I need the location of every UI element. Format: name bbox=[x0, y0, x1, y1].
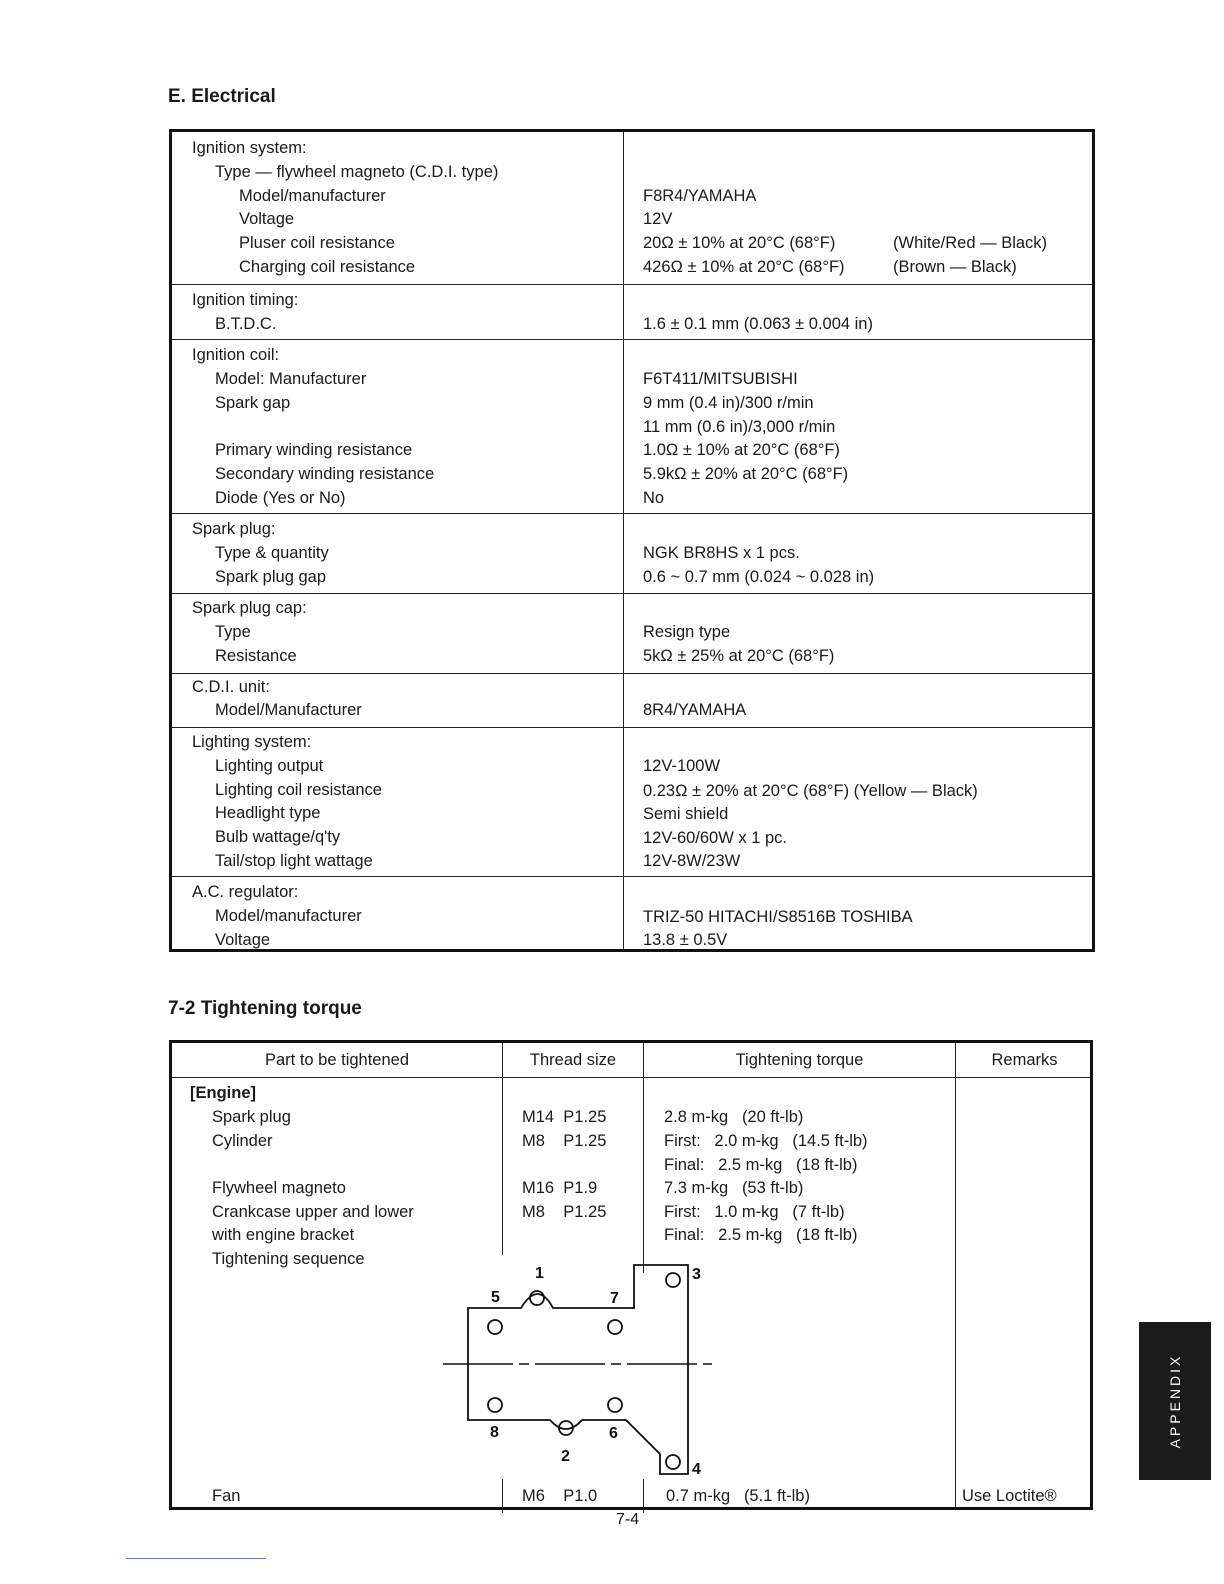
spec-label: Lighting coil resistance bbox=[215, 781, 382, 799]
spec-section-lighting-system bbox=[172, 727, 1092, 877]
spec-value: 8R4/YAMAHA bbox=[643, 701, 747, 719]
spec-value: 12V-8W/23W bbox=[643, 852, 741, 870]
thread-size: M14 P1.25 bbox=[522, 1108, 607, 1126]
thread-size: M8 P1.25 bbox=[522, 1132, 607, 1150]
spec-group-title: Lighting system: bbox=[192, 733, 312, 751]
spec-label: Model: Manufacturer bbox=[215, 370, 367, 388]
spec-label: Spark plug gap bbox=[215, 568, 326, 586]
section-heading-tightening-torque: 7-2 Tightening torque bbox=[168, 998, 362, 1019]
electrical-spec-table bbox=[169, 129, 1095, 952]
spec-value: 13.8 ± 0.5V bbox=[643, 931, 728, 949]
part-name: Crankcase upper and lower bbox=[212, 1203, 414, 1221]
footer-rule bbox=[126, 1558, 266, 1559]
spec-value: 11 mm (0.6 in)/3,000 r/min bbox=[643, 418, 836, 436]
spec-label: Headlight type bbox=[215, 804, 321, 822]
spec-section-ac-regulator bbox=[172, 876, 1092, 953]
bolt-hole-icon bbox=[666, 1273, 680, 1287]
spec-group-title: C.D.I. unit: bbox=[192, 678, 270, 696]
spec-group-title: Ignition system: bbox=[192, 139, 307, 157]
bolt-hole-icon bbox=[608, 1320, 622, 1334]
spec-value: Resign type bbox=[643, 623, 731, 641]
column-divider bbox=[955, 1043, 956, 1507]
column-header-torque: Tightening torque bbox=[735, 1051, 864, 1069]
part-name: Flywheel magneto bbox=[212, 1179, 346, 1197]
sequence-label: 1 bbox=[535, 1265, 544, 1282]
spec-value: TRIZ-50 HITACHI/S8516B TOSHIBA bbox=[643, 908, 913, 926]
thread-size: M8 P1.25 bbox=[522, 1203, 607, 1221]
crankcase-outline bbox=[468, 1265, 688, 1474]
part-name: Tightening sequence bbox=[212, 1250, 365, 1268]
spec-value: 426Ω ± 10% at 20°C (68°F) bbox=[643, 258, 845, 276]
column-divider bbox=[502, 1479, 503, 1513]
torque-value: Final: 2.5 m-kg (18 ft-lb) bbox=[664, 1226, 858, 1244]
column-header-part: Part to be tightened bbox=[264, 1051, 410, 1069]
spec-value: 0.6 ~ 0.7 mm (0.024 ~ 0.028 in) bbox=[643, 568, 875, 586]
bolt-hole-icon bbox=[666, 1455, 680, 1469]
section-heading-electrical: E. Electrical bbox=[168, 86, 276, 107]
spec-label: B.T.D.C. bbox=[215, 315, 277, 333]
spec-section-ignition-timing bbox=[172, 284, 1092, 340]
torque-value: 0.7 m-kg (5.1 ft-lb) bbox=[666, 1487, 810, 1505]
spec-value: F8R4/YAMAHA bbox=[643, 187, 757, 205]
spec-value: 1.0Ω ± 10% at 20°C (68°F) bbox=[643, 441, 840, 459]
spec-value: 12V bbox=[643, 210, 673, 228]
torque-value: 7.3 m-kg (53 ft-lb) bbox=[664, 1179, 804, 1197]
column-header-thread-size: Thread size bbox=[529, 1051, 617, 1069]
spec-label: Spark gap bbox=[215, 394, 291, 412]
header-divider bbox=[172, 1077, 1090, 1078]
spec-value: 12V-60/60W x 1 pc. bbox=[643, 829, 787, 847]
spec-label: Model/Manufacturer bbox=[215, 701, 362, 719]
spec-section-spark-plug-cap bbox=[172, 593, 1092, 674]
sequence-label: 5 bbox=[491, 1289, 500, 1306]
spec-label: Type & quantity bbox=[215, 544, 329, 562]
spec-label: Lighting output bbox=[215, 757, 324, 775]
remark: Use Loctite® bbox=[962, 1487, 1057, 1505]
side-tab-label: APPENDIX bbox=[1167, 1353, 1183, 1449]
spec-value: 5kΩ ± 25% at 20°C (68°F) bbox=[643, 647, 835, 665]
spec-value: 0.23Ω ± 20% at 20°C (68°F) (Yellow — Black) bbox=[643, 782, 978, 800]
bolt-hole-icon bbox=[608, 1398, 622, 1412]
sequence-label: 4 bbox=[692, 1461, 701, 1478]
column-divider bbox=[643, 1479, 644, 1513]
sequence-label: 3 bbox=[692, 1266, 701, 1283]
spec-value: 12V-100W bbox=[643, 757, 721, 775]
thread-size: M16 P1.9 bbox=[522, 1179, 598, 1197]
spec-section-spark-plug bbox=[172, 513, 1092, 594]
appendix-side-tab bbox=[1139, 1322, 1211, 1480]
spec-label: Tail/stop light wattage bbox=[215, 852, 373, 870]
sequence-label: 6 bbox=[609, 1425, 618, 1442]
part-name: Cylinder bbox=[212, 1132, 273, 1150]
spec-label: Model/manufacturer bbox=[215, 907, 362, 925]
spec-value: No bbox=[643, 489, 665, 507]
page-number: 7-4 bbox=[616, 1511, 640, 1528]
spec-label: Bulb wattage/q'ty bbox=[215, 828, 341, 846]
part-name: Spark plug bbox=[212, 1108, 291, 1126]
spec-section-ignition-system bbox=[172, 132, 1092, 284]
spec-section-cdi-unit bbox=[172, 673, 1092, 728]
part-name: Fan bbox=[212, 1487, 241, 1505]
spec-wire-color: (Brown — Black) bbox=[893, 258, 1017, 276]
spec-group-title: Ignition timing: bbox=[192, 291, 299, 309]
spec-value: Semi shield bbox=[643, 805, 729, 823]
spec-label: Resistance bbox=[215, 647, 297, 665]
spec-value: NGK BR8HS x 1 pcs. bbox=[643, 544, 800, 562]
sequence-label: 8 bbox=[490, 1424, 499, 1441]
part-name: with engine bracket bbox=[212, 1226, 355, 1244]
spec-value: 20Ω ± 10% at 20°C (68°F) bbox=[643, 234, 836, 252]
spec-wire-color: (White/Red — Black) bbox=[893, 234, 1048, 252]
spec-label: Secondary winding resistance bbox=[215, 465, 435, 483]
sequence-label: 7 bbox=[610, 1290, 619, 1307]
spec-group-title: Ignition coil: bbox=[192, 346, 280, 364]
spec-value: F6T411/MITSUBISHI bbox=[643, 370, 798, 388]
column-divider bbox=[502, 1043, 503, 1255]
spec-label: Type — flywheel magneto (C.D.I. type) bbox=[215, 163, 499, 181]
spec-value: 5.9kΩ ± 20% at 20°C (68°F) bbox=[643, 465, 849, 483]
crankcase-tightening-sequence-diagram bbox=[438, 1258, 718, 1482]
group-label-engine: [Engine] bbox=[190, 1084, 256, 1102]
spec-label: Diode (Yes or No) bbox=[215, 489, 346, 507]
spec-label: Model/manufacturer bbox=[239, 187, 386, 205]
thread-size: M6 P1.0 bbox=[522, 1487, 598, 1505]
sequence-label: 2 bbox=[561, 1448, 570, 1465]
torque-value: 2.8 m-kg (20 ft-lb) bbox=[664, 1108, 804, 1126]
torque-value: First: 2.0 m-kg (14.5 ft-lb) bbox=[664, 1132, 868, 1150]
spec-value: 1.6 ± 0.1 mm (0.063 ± 0.004 in) bbox=[643, 315, 873, 333]
bolt-hole-icon bbox=[488, 1320, 502, 1334]
spec-value: 9 mm (0.4 in)/300 r/min bbox=[643, 394, 814, 412]
spec-label: Type bbox=[215, 623, 251, 641]
column-divider bbox=[643, 1043, 644, 1273]
spec-section-ignition-coil bbox=[172, 339, 1092, 514]
spec-label: Charging coil resistance bbox=[239, 258, 416, 276]
spec-group-title: A.C. regulator: bbox=[192, 883, 299, 901]
spec-label: Primary winding resistance bbox=[215, 441, 413, 459]
column-header-remarks: Remarks bbox=[991, 1051, 1058, 1069]
torque-value: Final: 2.5 m-kg (18 ft-lb) bbox=[664, 1156, 858, 1174]
spec-label: Voltage bbox=[215, 931, 271, 949]
bolt-hole-icon bbox=[488, 1398, 502, 1412]
spec-label: Pluser coil resistance bbox=[239, 234, 395, 252]
spec-group-title: Spark plug cap: bbox=[192, 599, 307, 617]
bolt-hole-icon bbox=[530, 1291, 544, 1305]
spec-label: Voltage bbox=[239, 210, 295, 228]
spec-group-title: Spark plug: bbox=[192, 520, 276, 538]
torque-value: First: 1.0 m-kg (7 ft-lb) bbox=[664, 1203, 845, 1221]
